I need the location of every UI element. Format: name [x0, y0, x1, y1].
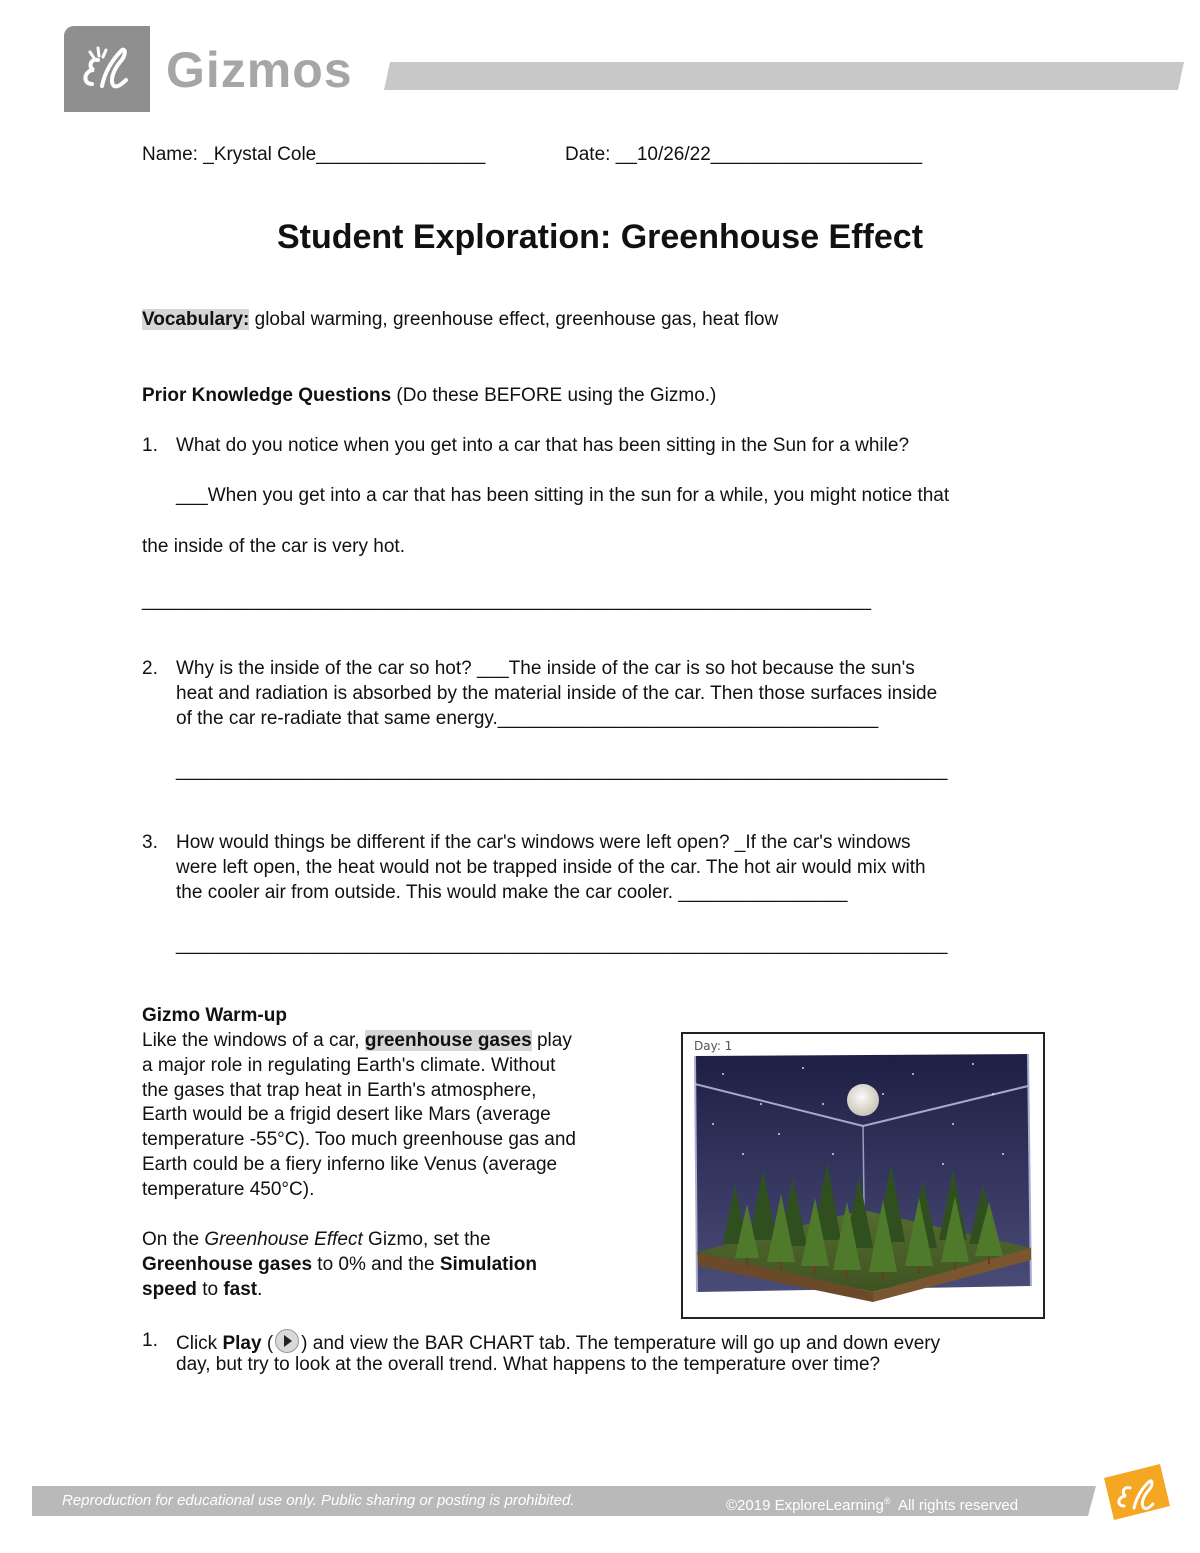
- step-text: (: [261, 1333, 274, 1354]
- warmup-p1-line-5: temperature -55°C). Too much greenhouse gas and: [142, 1129, 576, 1150]
- question-1-blank-line: _____________________________________________________________________: [142, 590, 872, 611]
- explorelearning-el-icon: [64, 26, 150, 112]
- step-text: ) and view the BAR CHART tab. The temperature will go up and down every: [301, 1333, 941, 1354]
- question-2-line-2: heat and radiation is absorbed by the material inside of the car. Then those surfaces inside: [176, 683, 938, 704]
- date-field: Date: __10/26/22____________________: [565, 144, 923, 165]
- gizmo-screenshot: [681, 1032, 1045, 1319]
- question-1-text: What do you notice when you get into a car that has been sitting in the Sun for a while?: [176, 435, 910, 456]
- rights-text: All rights reserved: [890, 1497, 1019, 1514]
- gizmo-day-label: Day: 1: [694, 1039, 733, 1053]
- moon-icon: [847, 1084, 879, 1116]
- question-2-line-3: of the car re-radiate that same energy.____________________________________: [176, 708, 879, 729]
- step-1-number: 1.: [142, 1330, 158, 1351]
- vocabulary-terms: global warming, greenhouse effect, greenhouse gas, heat flow: [249, 309, 779, 330]
- prior-knowledge-title: Prior Knowledge Questions: [142, 385, 392, 406]
- step-text: Click: [176, 1333, 223, 1354]
- warmup-p2-line-2: [142, 1253, 537, 1277]
- vocabulary-label: Vocabulary:: [142, 309, 250, 330]
- step-1-line-2: day, but try to look at the overall trend. What happens to the temperature over time?: [176, 1354, 881, 1375]
- warmup-text: On the: [142, 1229, 205, 1250]
- step-1-line-1: [176, 1329, 940, 1356]
- question-1-answer-line-2: the inside of the car is very hot.: [142, 536, 405, 557]
- header-bar: [384, 62, 1184, 90]
- footer-copyright: [726, 1489, 1018, 1518]
- play-label: Play: [222, 1333, 262, 1354]
- warmup-heading: Gizmo Warm-up: [142, 1005, 287, 1026]
- explorelearning-footer-logo-icon: [1100, 1462, 1174, 1524]
- name-field: Name: _Krystal Cole________________: [142, 144, 486, 165]
- gizmo-scene: [683, 1034, 1043, 1317]
- brand-logo: [64, 26, 150, 112]
- warmup-text: to: [196, 1279, 224, 1300]
- vocabulary: [142, 308, 778, 332]
- greenhouse-gases-term: greenhouse gases: [364, 1030, 532, 1051]
- speed-setting: speed: [142, 1279, 197, 1300]
- simulation-setting: Simulation: [439, 1254, 537, 1275]
- warmup-text: play: [531, 1030, 572, 1051]
- question-3-line-3: the cooler air from outside. This would make the car cooler. ________________: [176, 882, 848, 903]
- warmup-p1-line-1: [142, 1029, 572, 1053]
- fast-setting: fast: [223, 1279, 258, 1300]
- warmup-p1-line-4: Earth would be a frigid desert like Mars (average: [142, 1104, 551, 1125]
- prior-knowledge-heading: [142, 384, 716, 408]
- play-icon: [275, 1329, 299, 1353]
- warmup-text: Like the windows of a car,: [142, 1030, 365, 1051]
- footer-disclaimer: Reproduction for educational use only. Public sharing or posting is prohibited.: [62, 1492, 575, 1509]
- question-3-number: 3.: [142, 832, 158, 853]
- question-1-answer-line-1: ___When you get into a car that has been sitting in the sun for a while, you might notice that: [176, 485, 950, 506]
- warmup-text: .: [257, 1279, 263, 1300]
- warmup-p2-line-3: [142, 1278, 262, 1302]
- warmup-p1-line-7: temperature 450°C).: [142, 1179, 315, 1200]
- warmup-text: Gizmo, set the: [362, 1229, 491, 1250]
- warmup-text: to 0% and the: [312, 1254, 440, 1275]
- warmup-p2-line-1: [142, 1228, 491, 1252]
- page-title: Student Exploration: Greenhouse Effect: [276, 218, 924, 256]
- question-3-line-2: were left open, the heat would not be trapped inside of the car. The hot air would mix with: [176, 857, 926, 878]
- question-2-blank-line: _________________________________________________________________________: [176, 760, 948, 781]
- warmup-p1-line-6: Earth could be a fiery inferno like Venus (average: [142, 1154, 558, 1175]
- warmup-p1-line-3: the gases that trap heat in Earth's atmosphere,: [142, 1080, 537, 1101]
- greenhouse-gases-setting: Greenhouse gases: [142, 1254, 313, 1275]
- question-1-number: 1.: [142, 435, 158, 456]
- question-3-line-1: How would things be different if the car's windows were left open? _If the car's windows: [176, 832, 911, 853]
- gizmo-name: Greenhouse Effect: [204, 1229, 363, 1250]
- brand-name: Gizmos: [166, 42, 353, 98]
- copyright-text: ©2019 ExploreLearning: [726, 1497, 884, 1514]
- registered-mark: ®: [883, 1496, 891, 1506]
- warmup-p1-line-2: a major role in regulating Earth's climate. Without: [142, 1055, 556, 1076]
- question-3-blank-line: _________________________________________________________________________: [176, 934, 948, 955]
- question-2-line-1: Why is the inside of the car so hot? ___The inside of the car is so hot because the sun's: [176, 658, 915, 679]
- question-2-number: 2.: [142, 658, 158, 679]
- prior-knowledge-note: (Do these BEFORE using the Gizmo.): [391, 385, 717, 406]
